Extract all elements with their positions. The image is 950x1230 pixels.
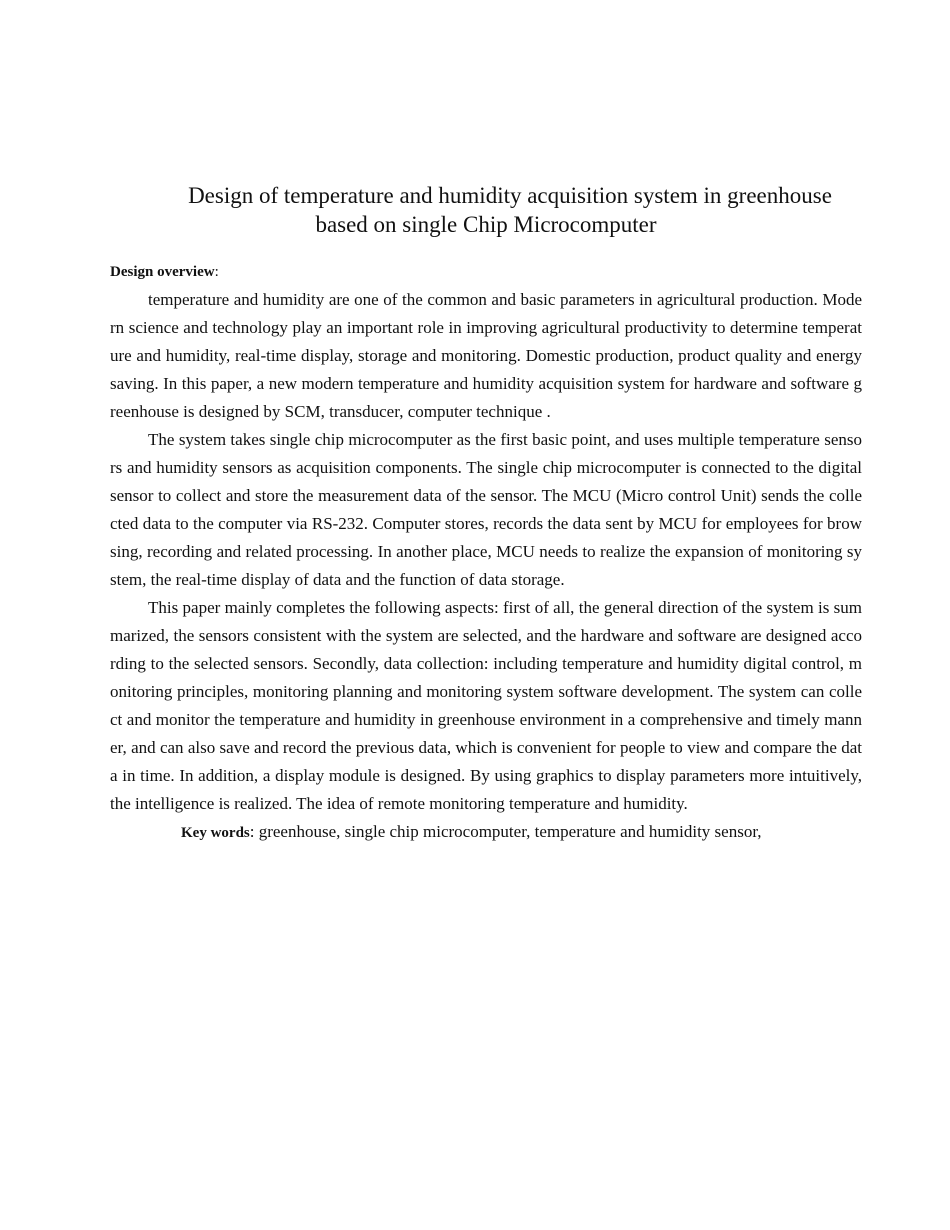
paragraph-2: The system takes single chip microcomputer as the first basic point, and uses multiple temperature sensors and humidity sensors as acquisition components. The single chip microcomputer is connected to the digital sensor to collect and store the measurement data of the sensor. The MCU (Micro control Unit) sends the collected data to the computer via RS-232. Computer stores, records the data sent by MCU for employees for browsing, recording and related processing. In another place, MCU needs to realize the expansion of monitoring system, the real-time display of data and the function of data storage. (110, 430, 862, 589)
design-overview-heading (110, 262, 219, 282)
design-overview-colon: : (214, 264, 219, 280)
paragraph-1: temperature and humidity are one of the common and basic parameters in agricultural production. Modern science and technology play an important role in improving agricultural productivity to determine temperature and humidity, real-time display, storage and monitoring. Domestic production, product quality and energy saving. In this paper, a new modern temperature and humidity acquisition system for hardware and software greenhouse is designed by SCM, transducer, computer technique . (110, 290, 862, 421)
title-line-1: Design of temperature and humidity acquisition system in greenhouse (188, 183, 832, 208)
document-title (110, 181, 862, 239)
paragraph-3: This paper mainly completes the following aspects: first of all, the general direction of the system is summarized, the sensors consistent with the system are selected, and the hardware and software are designed according to the selected sensors. Secondly, data collection: including temperature and humidity digital control, monitoring principles, monitoring planning and monitoring system software development. The system can collect and monitor the temperature and humidity in greenhouse environment in a comprehensive and timely manner, and can also save and record the previous data, which is convenient for people to view and compare the data in time. In addition, a display module is designed. By using graphics to display parameters more intuitively, the intelligence is realized. The idea of remote monitoring temperature and humidity. (110, 598, 862, 813)
keywords-line (110, 818, 862, 847)
keywords-text: : greenhouse, single chip microcomputer, temperature and humidity sensor, (249, 822, 762, 841)
title-line-2: based on single Chip Microcomputer (315, 212, 657, 237)
design-overview-label: Design overview (110, 264, 215, 280)
document-body (110, 286, 862, 847)
keywords-label: Key words (181, 825, 250, 841)
